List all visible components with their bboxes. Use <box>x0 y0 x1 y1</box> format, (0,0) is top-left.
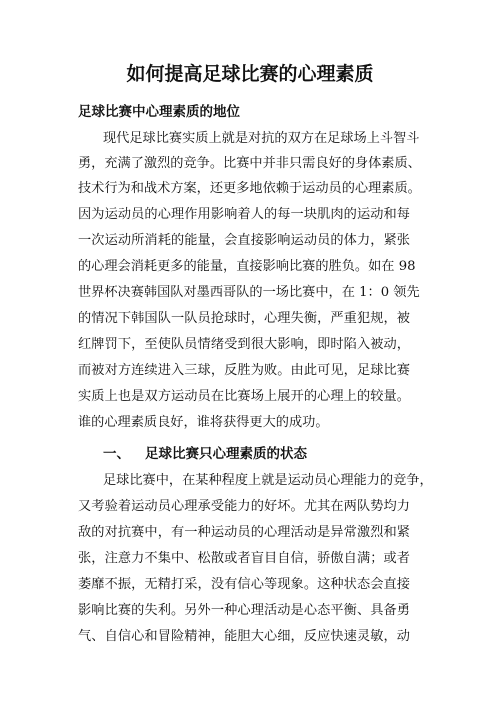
paragraph-1-line: 而被对方连续进入三球，反胜为败。由此可见，足球比赛 <box>78 363 410 378</box>
paragraph-2-line: 萎靡不振，无精打采，没有信心等现象。这种状态会直接 <box>78 577 410 592</box>
paragraph-2-line: 足球比赛中，在某种程度上就是运动员心理能力的竞争， <box>103 473 433 488</box>
paragraph-2-line: 张，注意力不集中、松散或者盲目自信，骄傲自满；或者 <box>78 551 410 566</box>
paragraph-2-line: 影响比赛的失利。另外一种心理活动是心态平衡、具备勇 <box>78 603 410 618</box>
section-heading-2-text: 足球比赛只心理素质的状态 <box>145 446 307 462</box>
paragraph-1-line: 的情况下韩国队一队员抢球时，心理失衡，严重犯规，被 <box>78 311 410 326</box>
paragraph-2-line: 敌的对抗赛中，有一种运动员的心理活动是异常激烈和紧 <box>78 525 410 540</box>
section-heading-2-number: 一、 <box>103 446 130 462</box>
paragraph-1-line: 技术行为和战术方案，还更多地依赖于运动员的心理素质。 <box>78 181 421 196</box>
paragraph-2-line: 又考验着运动员心理承受能力的好坏。尤其在两队势均力 <box>78 499 410 514</box>
paragraph-1-line: 的心理会消耗更多的能量，直接影响比赛的胜负。如在 98 <box>78 259 416 274</box>
paragraph-1-line: 实质上也是双方运动员在比赛场上展开的心理上的较量。 <box>78 389 410 404</box>
section-heading-1: 足球比赛中心理素质的地位 <box>78 104 240 120</box>
section-heading-2 <box>103 445 307 463</box>
paragraph-1-line: 勇，充满了激烈的竞争。比赛中并非只需良好的身体素质、 <box>78 156 421 171</box>
paragraph-1-line: 因为运动员的心理作用影响着人的每一块肌肉的运动和每 <box>78 207 410 222</box>
paragraph-1-line: 世界杯决赛韩国队对墨西哥队的一场比赛中，在 1：0 领先 <box>78 285 420 300</box>
paragraph-1-line: 红牌罚下，至使队员情绪受到很大影响，即时陷入被动， <box>78 337 410 352</box>
paragraph-1-line: 谁的心理素质良好，谁将获得更大的成功。 <box>78 415 329 430</box>
paragraph-1-line: 现代足球比赛实质上就是对抗的双方在足球场上斗智斗 <box>103 131 420 146</box>
paragraph-1-line: 一次运动所消耗的能量，会直接影响运动员的体力，紧张 <box>78 233 410 248</box>
paragraph-2-line: 气、自信心和冒险精神，能胆大心细，反应快速灵敏，动 <box>78 629 410 644</box>
document-title: 如何提高足球比赛的心理素质 <box>126 63 374 85</box>
